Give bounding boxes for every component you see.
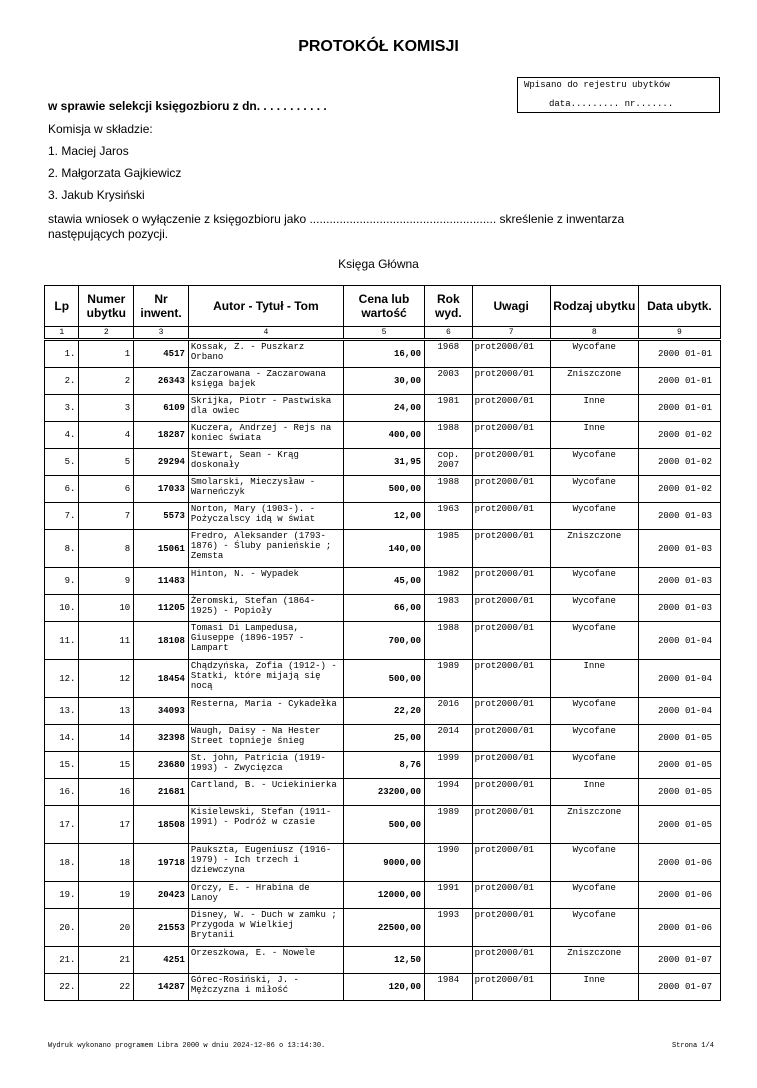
cell-lp: 11. (45, 622, 79, 660)
cell-uwagi: prot2000/01 (472, 752, 550, 779)
subject-line: w sprawie selekcji księgozbioru z dn. . . . . . . . . . . (48, 99, 327, 113)
cell-cena: 45,00 (343, 568, 424, 595)
table-row (45, 422, 721, 449)
cell-rok-wyd: 1968 (425, 341, 473, 368)
table-row (45, 449, 721, 476)
cell-data-ubytku: 2000 01-03 (638, 568, 720, 595)
cell-cena: 400,00 (343, 422, 424, 449)
cell-uwagi: prot2000/01 (472, 725, 550, 752)
cell-lp: 6. (45, 476, 79, 503)
cell-cena: 700,00 (343, 622, 424, 660)
cell-data-ubytku: 2000 01-04 (638, 622, 720, 660)
member-3: 3. Jakub Krysiński (48, 188, 145, 202)
table-row (45, 752, 721, 779)
cell-rok-wyd: 2014 (425, 725, 473, 752)
cell-autor-tytul: Norton, Mary (1903-). - Pożyczalscy idą w świat (188, 503, 343, 530)
table-row (45, 844, 721, 882)
cell-rodzaj-ubytku: Wycofane (550, 909, 638, 947)
column-number: 4 (188, 327, 343, 339)
cell-rodzaj-ubytku: Wycofane (550, 725, 638, 752)
column-number: 3 (134, 327, 189, 339)
column-number: 9 (638, 327, 720, 339)
cell-autor-tytul: Stewart, Sean - Krąg doskonały (188, 449, 343, 476)
cell-lp: 7. (45, 503, 79, 530)
cell-nr-inwent: 32398 (134, 725, 189, 752)
cell-cena: 12,50 (343, 947, 424, 974)
cell-lp: 1. (45, 341, 79, 368)
cell-numer-ubytku: 16 (79, 779, 134, 806)
column-number: 6 (425, 327, 473, 339)
cell-autor-tytul: Hinton, N. - Wypadek (188, 568, 343, 595)
cell-rok-wyd: 1993 (425, 909, 473, 947)
cell-rodzaj-ubytku: Wycofane (550, 503, 638, 530)
cell-uwagi: prot2000/01 (472, 844, 550, 882)
cell-autor-tytul: Resterna, Maria - Cykadełka (188, 698, 343, 725)
cell-rok-wyd (425, 947, 473, 974)
cell-numer-ubytku: 3 (79, 395, 134, 422)
cell-numer-ubytku: 5 (79, 449, 134, 476)
cell-numer-ubytku: 18 (79, 844, 134, 882)
cell-data-ubytku: 2000 01-05 (638, 779, 720, 806)
cell-numer-ubytku: 2 (79, 368, 134, 395)
cell-uwagi: prot2000/01 (472, 422, 550, 449)
cell-nr-inwent: 26343 (134, 368, 189, 395)
cell-cena: 22,20 (343, 698, 424, 725)
cell-lp: 4. (45, 422, 79, 449)
cell-data-ubytku: 2000 01-07 (638, 947, 720, 974)
register-box (517, 77, 720, 113)
cell-uwagi: prot2000/01 (472, 595, 550, 622)
cell-data-ubytku: 2000 01-05 (638, 725, 720, 752)
cell-rodzaj-ubytku: Zniszczone (550, 368, 638, 395)
cell-nr-inwent: 11205 (134, 595, 189, 622)
cell-autor-tytul: Chądzyńska, Zofia (1912-) - Statki, które mijają się nocą (188, 660, 343, 698)
table-row (45, 660, 721, 698)
cell-cena: 8,76 (343, 752, 424, 779)
cell-numer-ubytku: 9 (79, 568, 134, 595)
cell-cena: 12,00 (343, 503, 424, 530)
cell-rok-wyd: 1999 (425, 752, 473, 779)
cell-rodzaj-ubytku: Inne (550, 779, 638, 806)
cell-numer-ubytku: 20 (79, 909, 134, 947)
cell-nr-inwent: 23680 (134, 752, 189, 779)
cell-rok-wyd: 1982 (425, 568, 473, 595)
header-lp: Lp (45, 286, 79, 327)
cell-nr-inwent: 29294 (134, 449, 189, 476)
cell-lp: 22. (45, 974, 79, 1001)
cell-numer-ubytku: 7 (79, 503, 134, 530)
cell-rok-wyd: 1983 (425, 595, 473, 622)
cell-cena: 24,00 (343, 395, 424, 422)
cell-numer-ubytku: 8 (79, 530, 134, 568)
cell-lp: 3. (45, 395, 79, 422)
footer-print-info: Wydruk wykonano programem Libra 2000 w dniu 2024-12-06 o 13:14:30. (48, 1042, 326, 1050)
cell-numer-ubytku: 4 (79, 422, 134, 449)
cell-cena: 120,00 (343, 974, 424, 1001)
header-nr-inwent: Nr inwent. (134, 286, 189, 327)
cell-rodzaj-ubytku: Wycofane (550, 595, 638, 622)
cell-data-ubytku: 2000 01-02 (638, 449, 720, 476)
cell-data-ubytku: 2000 01-03 (638, 503, 720, 530)
cell-cena: 140,00 (343, 530, 424, 568)
column-number-row (45, 327, 721, 339)
cell-numer-ubytku: 21 (79, 947, 134, 974)
cell-data-ubytku: 2000 01-02 (638, 476, 720, 503)
footer-page-number: Strona 1/4 (672, 1042, 715, 1050)
cell-numer-ubytku: 12 (79, 660, 134, 698)
cell-rok-wyd: 1989 (425, 806, 473, 844)
header-rodzaj-ubytku: Rodzaj ubytku (550, 286, 638, 327)
cell-autor-tytul: Kossak, Z. - Puszkarz Orbano (188, 341, 343, 368)
cell-cena: 500,00 (343, 476, 424, 503)
cell-uwagi: prot2000/01 (472, 974, 550, 1001)
cell-nr-inwent: 11483 (134, 568, 189, 595)
header-rok-wyd: Rok wyd. (425, 286, 473, 327)
cell-rok-wyd: 1989 (425, 660, 473, 698)
table-row (45, 568, 721, 595)
cell-data-ubytku: 2000 01-06 (638, 844, 720, 882)
cell-cena: 500,00 (343, 660, 424, 698)
cell-data-ubytku: 2000 01-01 (638, 395, 720, 422)
table-header-row (45, 286, 721, 327)
cell-rok-wyd: 2016 (425, 698, 473, 725)
cell-numer-ubytku: 19 (79, 882, 134, 909)
header-uwagi: Uwagi (472, 286, 550, 327)
cell-autor-tytul: Paukszta, Eugeniusz (1916-1979) - Ich trzech i dziewczyna (188, 844, 343, 882)
cell-uwagi: prot2000/01 (472, 530, 550, 568)
table-row (45, 974, 721, 1001)
cell-uwagi: prot2000/01 (472, 368, 550, 395)
cell-data-ubytku: 2000 01-04 (638, 660, 720, 698)
member-2: 2. Małgorzata Gajkiewicz (48, 166, 182, 180)
book-label: Księga Główna (338, 257, 419, 271)
cell-data-ubytku: 2000 01-05 (638, 752, 720, 779)
cell-cena: 31,95 (343, 449, 424, 476)
cell-rodzaj-ubytku: Wycofane (550, 568, 638, 595)
table-row (45, 595, 721, 622)
cell-numer-ubytku: 1 (79, 341, 134, 368)
cell-autor-tytul: Disney, W. - Duch w zamku ; Przygoda w Wielkiej Brytanii (188, 909, 343, 947)
cell-lp: 15. (45, 752, 79, 779)
cell-cena: 23200,00 (343, 779, 424, 806)
cell-uwagi: prot2000/01 (472, 449, 550, 476)
cell-data-ubytku: 2000 01-03 (638, 530, 720, 568)
cell-uwagi: prot2000/01 (472, 779, 550, 806)
cell-rodzaj-ubytku: Zniszczone (550, 530, 638, 568)
cell-autor-tytul: St. john, Patricia (1919-1993) - Zwycięzca (188, 752, 343, 779)
register-box-line2: data......... nr....... (549, 99, 674, 109)
cell-cena: 66,00 (343, 595, 424, 622)
cell-autor-tytul: Smolarski, Mieczysław - Warneńczyk (188, 476, 343, 503)
cell-rodzaj-ubytku: Inne (550, 395, 638, 422)
cell-rodzaj-ubytku: Zniszczone (550, 806, 638, 844)
cell-rok-wyd: 1984 (425, 974, 473, 1001)
cell-nr-inwent: 18287 (134, 422, 189, 449)
cell-numer-ubytku: 13 (79, 698, 134, 725)
cell-nr-inwent: 18454 (134, 660, 189, 698)
table-body (45, 341, 721, 1001)
cell-cena: 16,00 (343, 341, 424, 368)
cell-numer-ubytku: 22 (79, 974, 134, 1001)
table-row (45, 947, 721, 974)
cell-rok-wyd: 1991 (425, 882, 473, 909)
cell-uwagi: prot2000/01 (472, 341, 550, 368)
cell-cena: 22500,00 (343, 909, 424, 947)
cell-cena: 9000,00 (343, 844, 424, 882)
cell-uwagi: prot2000/01 (472, 947, 550, 974)
cell-nr-inwent: 21553 (134, 909, 189, 947)
cell-autor-tytul: Tomasi Di Lampedusa, Giuseppe (1896-1957 - Lampart (188, 622, 343, 660)
cell-uwagi: prot2000/01 (472, 503, 550, 530)
table-row (45, 476, 721, 503)
cell-nr-inwent: 4251 (134, 947, 189, 974)
table-row (45, 725, 721, 752)
table-row (45, 909, 721, 947)
cell-nr-inwent: 5573 (134, 503, 189, 530)
cell-data-ubytku: 2000 01-06 (638, 909, 720, 947)
header-numer-ubytku: Numer ubytku (79, 286, 134, 327)
cell-rodzaj-ubytku: Wycofane (550, 449, 638, 476)
cell-uwagi: prot2000/01 (472, 622, 550, 660)
cell-rok-wyd: 2003 (425, 368, 473, 395)
table-row (45, 806, 721, 844)
cell-uwagi: prot2000/01 (472, 909, 550, 947)
document-title: PROTOKÓŁ KOMISJI (298, 38, 459, 55)
table-row (45, 698, 721, 725)
cell-numer-ubytku: 14 (79, 725, 134, 752)
cell-rodzaj-ubytku: Wycofane (550, 844, 638, 882)
cell-uwagi: prot2000/01 (472, 806, 550, 844)
cell-rodzaj-ubytku: Wycofane (550, 622, 638, 660)
cell-rok-wyd: 1988 (425, 476, 473, 503)
cell-cena: 12000,00 (343, 882, 424, 909)
cell-nr-inwent: 17033 (134, 476, 189, 503)
column-number: 1 (45, 327, 79, 339)
motion-text: stawia wniosek o wyłączenie z księgozbioru jako ........................................................ skreślenie z inwentarza następujących pozycji. (48, 212, 625, 241)
table-row (45, 341, 721, 368)
cell-nr-inwent: 21681 (134, 779, 189, 806)
cell-numer-ubytku: 15 (79, 752, 134, 779)
header-data-ubytku: Data ubytk. (638, 286, 720, 327)
column-number: 2 (79, 327, 134, 339)
cell-cena: 30,00 (343, 368, 424, 395)
cell-autor-tytul: Kisielewski, Stefan (1911-1991) - Podróż w czasie (188, 806, 343, 844)
register-box-line1: Wpisano do rejestru ubytków (524, 80, 670, 90)
cell-rok-wyd: 1988 (425, 422, 473, 449)
cell-uwagi: prot2000/01 (472, 660, 550, 698)
cell-lp: 18. (45, 844, 79, 882)
table-row (45, 530, 721, 568)
cell-lp: 21. (45, 947, 79, 974)
cell-lp: 20. (45, 909, 79, 947)
cell-data-ubytku: 2000 01-05 (638, 806, 720, 844)
cell-uwagi: prot2000/01 (472, 698, 550, 725)
cell-nr-inwent: 20423 (134, 882, 189, 909)
cell-nr-inwent: 18508 (134, 806, 189, 844)
cell-rodzaj-ubytku: Zniszczone (550, 947, 638, 974)
cell-lp: 14. (45, 725, 79, 752)
cell-rodzaj-ubytku: Inne (550, 660, 638, 698)
cell-rodzaj-ubytku: Wycofane (550, 882, 638, 909)
cell-rodzaj-ubytku: Wycofane (550, 698, 638, 725)
cell-data-ubytku: 2000 01-07 (638, 974, 720, 1001)
cell-uwagi: prot2000/01 (472, 568, 550, 595)
cell-cena: 25,00 (343, 725, 424, 752)
cell-rodzaj-ubytku: Wycofane (550, 752, 638, 779)
cell-rodzaj-ubytku: Wycofane (550, 341, 638, 368)
cell-lp: 2. (45, 368, 79, 395)
cell-nr-inwent: 6109 (134, 395, 189, 422)
table-row (45, 368, 721, 395)
cell-rodzaj-ubytku: Inne (550, 422, 638, 449)
table-row (45, 882, 721, 909)
cell-rok-wyd: cop. 2007 (425, 449, 473, 476)
cell-nr-inwent: 15061 (134, 530, 189, 568)
cell-lp: 12. (45, 660, 79, 698)
cell-rok-wyd: 1994 (425, 779, 473, 806)
cell-nr-inwent: 4517 (134, 341, 189, 368)
cell-autor-tytul: Zaczarowana - Zaczarowana księga bajek (188, 368, 343, 395)
cell-lp: 13. (45, 698, 79, 725)
cell-autor-tytul: Skrijka, Piotr - Pastwiska dla owiec (188, 395, 343, 422)
cell-autor-tytul: Żeromski, Stefan (1864-1925) - Popioły (188, 595, 343, 622)
cell-numer-ubytku: 17 (79, 806, 134, 844)
cell-lp: 19. (45, 882, 79, 909)
header-autor-tytul-tom: Autor - Tytuł - Tom (188, 286, 343, 327)
cell-autor-tytul: Górec-Rosiński, J. - Mężczyzna i miłość (188, 974, 343, 1001)
cell-nr-inwent: 34093 (134, 698, 189, 725)
table-row (45, 503, 721, 530)
cell-numer-ubytku: 10 (79, 595, 134, 622)
table-row (45, 622, 721, 660)
cell-data-ubytku: 2000 01-06 (638, 882, 720, 909)
cell-uwagi: prot2000/01 (472, 476, 550, 503)
deaccession-table (44, 285, 721, 1001)
cell-autor-tytul: Waugh, Daisy - Na Hester Street topnieje śnieg (188, 725, 343, 752)
cell-numer-ubytku: 6 (79, 476, 134, 503)
member-1: 1. Maciej Jaros (48, 144, 129, 158)
column-number: 5 (343, 327, 424, 339)
cell-data-ubytku: 2000 01-03 (638, 595, 720, 622)
cell-rok-wyd: 1963 (425, 503, 473, 530)
cell-autor-tytul: Kuczera, Andrzej - Rejs na koniec świata (188, 422, 343, 449)
commission-label: Komisja w składzie: (48, 122, 153, 136)
cell-data-ubytku: 2000 01-02 (638, 422, 720, 449)
table-row (45, 779, 721, 806)
cell-data-ubytku: 2000 01-01 (638, 341, 720, 368)
cell-data-ubytku: 2000 01-01 (638, 368, 720, 395)
cell-autor-tytul: Orzeszkowa, E. - Nowele (188, 947, 343, 974)
cell-autor-tytul: Fredro, Aleksander (1793-1876) - Śluby panieńskie ; Zemsta (188, 530, 343, 568)
cell-lp: 17. (45, 806, 79, 844)
cell-nr-inwent: 19718 (134, 844, 189, 882)
cell-lp: 8. (45, 530, 79, 568)
cell-nr-inwent: 14287 (134, 974, 189, 1001)
cell-uwagi: prot2000/01 (472, 882, 550, 909)
cell-lp: 10. (45, 595, 79, 622)
table-row (45, 395, 721, 422)
column-number: 8 (550, 327, 638, 339)
cell-rodzaj-ubytku: Inne (550, 974, 638, 1001)
cell-lp: 9. (45, 568, 79, 595)
cell-rok-wyd: 1985 (425, 530, 473, 568)
cell-rodzaj-ubytku: Wycofane (550, 476, 638, 503)
cell-lp: 16. (45, 779, 79, 806)
cell-rok-wyd: 1981 (425, 395, 473, 422)
cell-nr-inwent: 18108 (134, 622, 189, 660)
cell-cena: 500,00 (343, 806, 424, 844)
header-cena: Cena lub wartość (343, 286, 424, 327)
cell-data-ubytku: 2000 01-04 (638, 698, 720, 725)
cell-autor-tytul: Cartland, B. - Uciekinierka (188, 779, 343, 806)
cell-rok-wyd: 1990 (425, 844, 473, 882)
cell-autor-tytul: Orczy, E. - Hrabina de Lanoy (188, 882, 343, 909)
cell-lp: 5. (45, 449, 79, 476)
cell-uwagi: prot2000/01 (472, 395, 550, 422)
cell-rok-wyd: 1988 (425, 622, 473, 660)
cell-numer-ubytku: 11 (79, 622, 134, 660)
column-number: 7 (472, 327, 550, 339)
